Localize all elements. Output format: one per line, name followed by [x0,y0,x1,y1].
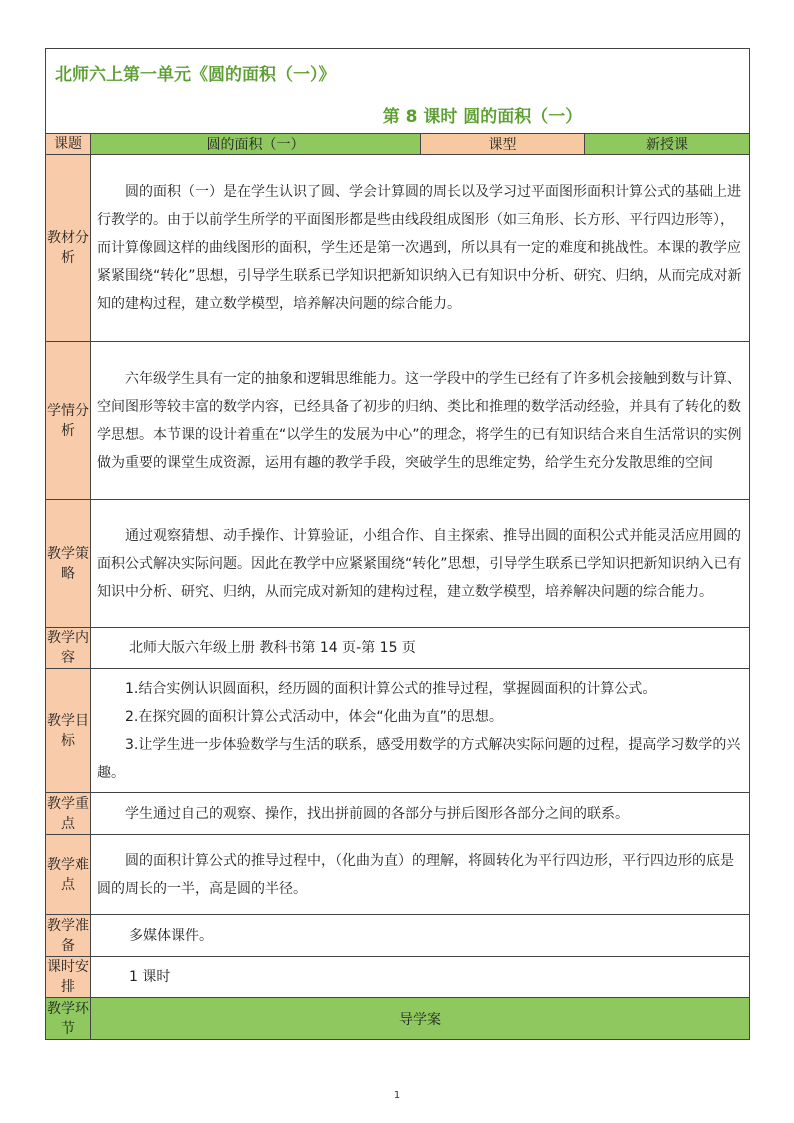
preparation-label: 教学准备 [46,915,91,957]
lesson-type-value: 新授课 [585,134,750,155]
preparation-text: 多媒体课件。 [91,915,750,957]
lesson-subtitle: 第 8 课时 圆的面积（一） [46,95,750,134]
textbook-analysis-text: 圆的面积（一）是在学生认识了圆、学会计算圆的周长以及学习过平面图形面积计算公式的基础上进行教学的。由于以前学生所学的平面图形都是些由线段组成图形（如三角形、长方形、平行四边形等），而计算像圆这样的曲线图形的面积，学生还是第一次遇到，所以具有一定的难度和挑战性。本课的教学应紧紧围绕“转化”思想，引导学生联系已学知识把新知识纳入已有知识中分析、研究、归纳，从而完成对新知的建构过程，建立数学模型，培养解决问题的综合能力。 [91,155,750,342]
student-analysis-text: 六年级学生具有一定的抽象和逻辑思维能力。这一学段中的学生已经有了许多机会接触到数与计算、空间图形等较丰富的数学内容，已经具备了初步的归纳、类比和推理的数学活动经验，并具有了转化的数学思想。本节课的设计着重在“以学生的发展为中心”的理念，将学生的已有知识结合来自生活常识的实例做为重要的课堂生成资源，运用有趣的教学手段，突破学生的思维定势，给学生充分发散思维的空间 [91,342,750,500]
key-point-text: 学生通过自己的观察、操作，找出拼前圆的各部分与拼后图形各部分之间的联系。 [91,793,750,835]
textbook-analysis-label: 教材分析 [46,155,91,342]
difficulty-label: 教学难点 [46,835,91,915]
goal-item: 1.结合实例认识圆面积，经历圆的面积计算公式的推导过程，掌握圆面积的计算公式。 [125,680,657,697]
document-title: 北师六上第一单元《圆的面积（一）》 [46,49,750,96]
teaching-strategy-text: 通过观察猜想、动手操作、计算验证，小组合作、自主探索、推导出圆的面积公式并能灵活应用圆的面积公式解决实际问题。因此在教学中应紧紧围绕“转化”思想，引导学生联系已学知识把新知识纳入已有知识中分析、研究、归纳，从而完成对新知的建构过程，建立数学模型，培养解决问题的综合能力。 [91,500,750,628]
teaching-goals-list [91,669,750,793]
topic-value: 圆的面积（一） [91,134,421,155]
teaching-goals-label: 教学目标 [46,669,91,793]
lesson-plan-page [45,48,749,1040]
teaching-content-text: 北师大版六年级上册 教科书第 14 页-第 15 页 [91,628,750,669]
key-point-label: 教学重点 [46,793,91,835]
teaching-strategy-label: 教学策略 [46,500,91,628]
process-value: 导学案 [91,998,750,1040]
lesson-plan-table [45,48,750,1040]
process-label: 教学环节 [46,998,91,1040]
goal-item: 2.在探究圆的面积计算公式活动中，体会“化曲为直”的思想。 [125,708,503,725]
goal-item: 3.让学生进一步体验数学与生活的联系，感受用数学的方式解决实际问题的过程，提高学习数学的兴趣。 [97,736,741,781]
difficulty-text: 圆的面积计算公式的推导过程中，（化曲为直）的理解，将圆转化为平行四边形，平行四边形的底是圆的周长的一半，高是圆的半径。 [91,835,750,915]
schedule-text: 1 课时 [91,957,750,998]
topic-label: 课题 [46,134,91,155]
teaching-content-label: 教学内容 [46,628,91,669]
schedule-label: 课时安排 [46,957,91,998]
page-number: 1 [393,1090,401,1101]
lesson-type-label: 课型 [421,134,585,155]
student-analysis-label: 学情分析 [46,342,91,500]
